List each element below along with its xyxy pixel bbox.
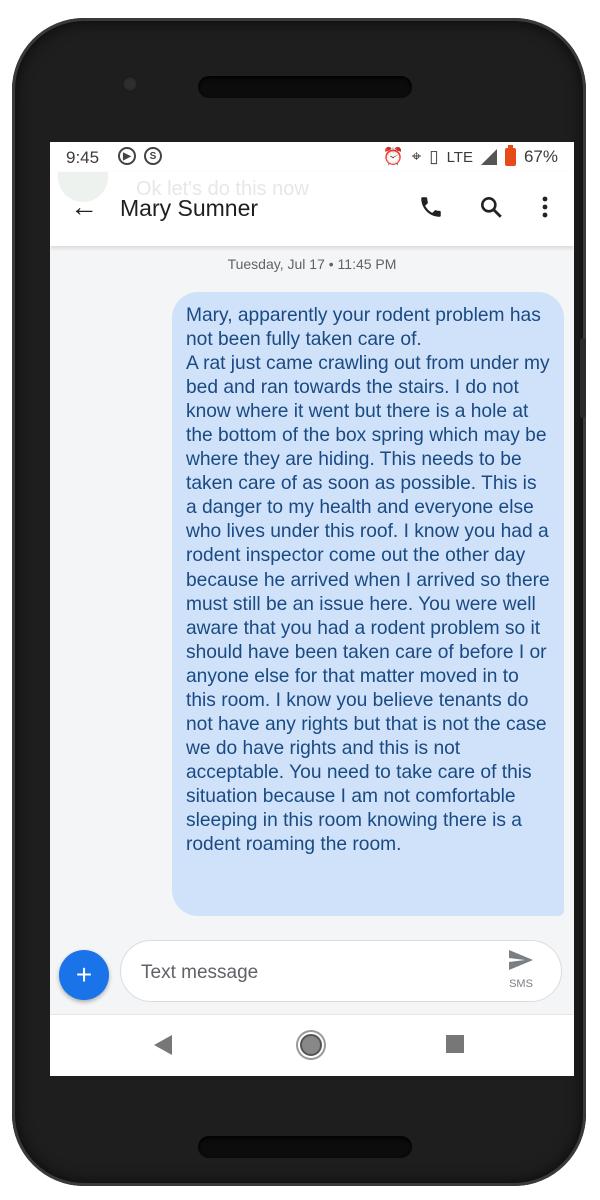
screen	[50, 142, 574, 1076]
nav-recents-icon[interactable]	[446, 1035, 464, 1053]
vibrate-icon: ▯	[429, 147, 439, 166]
power-button	[580, 338, 586, 418]
text-message-input[interactable]	[139, 957, 483, 989]
back-arrow-icon[interactable]: ←	[70, 191, 98, 222]
message-composer	[120, 940, 562, 1002]
status-bar	[50, 142, 574, 172]
app-bar	[50, 172, 574, 246]
status-system-icons	[382, 147, 558, 167]
alarm-icon: ⏰	[382, 147, 404, 166]
nav-home-icon[interactable]	[300, 1034, 322, 1056]
message-timestamp: Tuesday, Jul 17 • 11:45 PM	[227, 256, 397, 272]
outgoing-message-bubble[interactable]: Mary, apparently your rodent problem has not been fully taken care of. A rat just came crawling out from under my bed and ran towards the stairs. I do not know where it went but there is a hole at the bottom of the box spring which may be where they are hiding. This needs to be taken care of as soon as possible. This is a danger to my health and everyone else who lives under this roof. I know you had a rodent inspector come out the other day because he arrived when I arrived so there must still be an issue here. You were well aware that you had a rodent problem so it should have been taken care of before I or anyone else for that matter moved in to this room. I know you believe tenants do not have any rights but that is not the case we do have rights and this is not acceptable. You need to take care of this situation because I am not comfortable sleeping in this room knowing there is a rodent roaming the room.	[172, 292, 564, 916]
more-vert-icon[interactable]	[530, 192, 560, 222]
nav-back-icon[interactable]	[154, 1035, 172, 1055]
network-type: LTE	[446, 148, 473, 166]
phone-icon[interactable]	[416, 192, 446, 222]
phone-frame	[12, 18, 586, 1186]
earpiece-speaker	[198, 76, 412, 98]
search-icon[interactable]	[476, 192, 506, 222]
play-icon: ▶	[118, 147, 136, 165]
status-notification-icons	[118, 147, 162, 165]
send-icon	[503, 949, 539, 976]
s-icon: S	[144, 147, 162, 165]
ghost-notification-text: Ok let's do this now	[136, 178, 309, 200]
bottom-speaker	[198, 1136, 412, 1158]
front-camera	[122, 76, 138, 92]
conversation-title: Mary Sumner	[120, 195, 259, 221]
plus-icon[interactable]: +	[59, 950, 109, 1000]
battery-icon	[505, 148, 516, 166]
status-time: 9:45	[66, 148, 100, 167]
battery-level: 67%	[523, 147, 558, 166]
send-label: SMS	[509, 978, 533, 990]
navigation-bar	[50, 1014, 574, 1076]
send-button[interactable]	[503, 949, 539, 990]
location-icon: ⌖	[411, 147, 422, 166]
signal-icon	[481, 149, 497, 165]
